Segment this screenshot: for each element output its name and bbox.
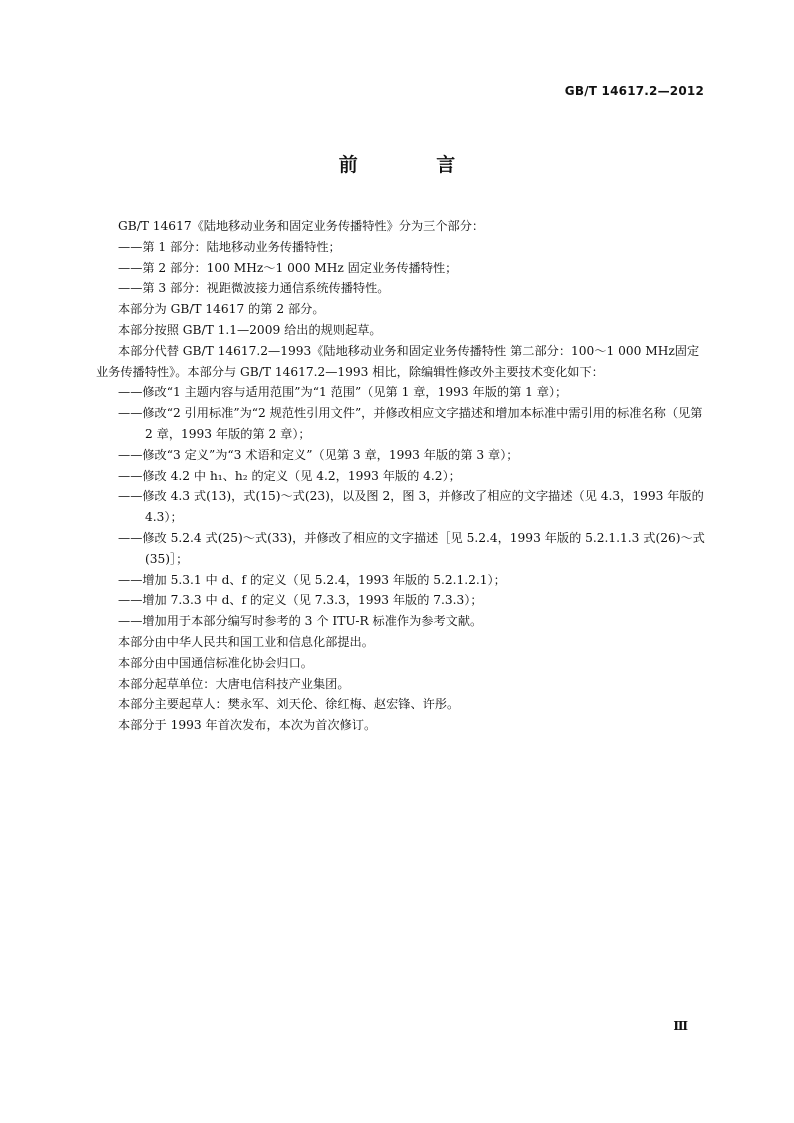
list-item: ——增加用于本部分编写时参考的 3 个 ITU-R 标准作为参考文献。 <box>118 614 483 629</box>
paragraph: 本部分起草单位：大唐电信科技产业集团。 <box>118 676 350 691</box>
page-title: 前 言 <box>338 154 492 176</box>
foreword-body <box>96 216 706 736</box>
list-item: ——修改 4.2 中 h₁、h₂ 的定义（见 4.2，1993 年版的 4.2）； <box>118 468 461 483</box>
paragraph: 本部分由中华人民共和国工业和信息化部提出。 <box>118 634 374 649</box>
list-item: ——修改 5.2.4 式(25)～式(33)，并修改了相应的文字描述［见 5.2.4，1993 年版的 5.2.1.1.3 式(26)～式(35)］； <box>118 530 705 566</box>
paragraph: 本部分由中国通信标准化协会归口。 <box>118 655 313 670</box>
paragraph: GB/T 14617《陆地移动业务和固定业务传播特性》分为三个部分： <box>118 219 485 233</box>
list-item: ——修改“1 主题内容与适用范围”为“1 范围”（见第 1 章，1993 年版的第 1 章）； <box>118 385 568 400</box>
list-item: ——修改 4.3 式(13)，式(15)～式(23)，以及图 2，图 3，并修改了相应的文字描述（见 4.3，1993 年版的 4.3）； <box>118 489 704 525</box>
paragraph: 本部分为 GB/T 14617 的第 2 部分。 <box>118 302 325 317</box>
list-item: ——修改“3 定义”为“3 术语和定义”（见第 3 章，1993 年版的第 3 章）； <box>118 447 519 462</box>
page-number: Ⅲ <box>673 1019 688 1033</box>
list-item: ——第 2 部分：100 MHz～1 000 MHz 固定业务传播特性； <box>118 260 458 275</box>
standard-code: GB/T 14617.2—2012 <box>564 84 704 98</box>
paragraph: 本部分主要起草人：樊永军、刘天伦、徐红梅、赵宏锋、许彤。 <box>118 697 460 712</box>
paragraph: 本部分于 1993 年首次发布，本次为首次修订。 <box>118 718 377 733</box>
list-item: ——第 3 部分：视距微波接力通信系统传播特性。 <box>118 281 390 296</box>
list-item: ——修改“2 引用标准”为“2 规范性引用文件”，并修改相应文字描述和增加本标准中需引用的标准名称（见第 2 章，1993 年版的第 2 章）； <box>118 406 703 441</box>
paragraph: 本部分代替 GB/T 14617.2—1993《陆地移动业务和固定业务传播特性 第二部分：100～1 000 MHz固定业务传播特性》。本部分与 GB/T 14617.2—1993 相比，除编辑性修改外主要技术变化如下： <box>96 343 700 379</box>
list-item: ——增加 5.3.1 中 d、f 的定义（见 5.2.4，1993 年版的 5.2.1.2.1）； <box>118 572 506 587</box>
list-item: ——第 1 部分：陆地移动业务传播特性； <box>118 239 341 254</box>
list-item: ——增加 7.3.3 中 d、f 的定义（见 7.3.3，1993 年版的 7.3.3）； <box>118 593 483 608</box>
paragraph: 本部分按照 GB/T 1.1—2009 给出的规则起草。 <box>118 322 382 337</box>
